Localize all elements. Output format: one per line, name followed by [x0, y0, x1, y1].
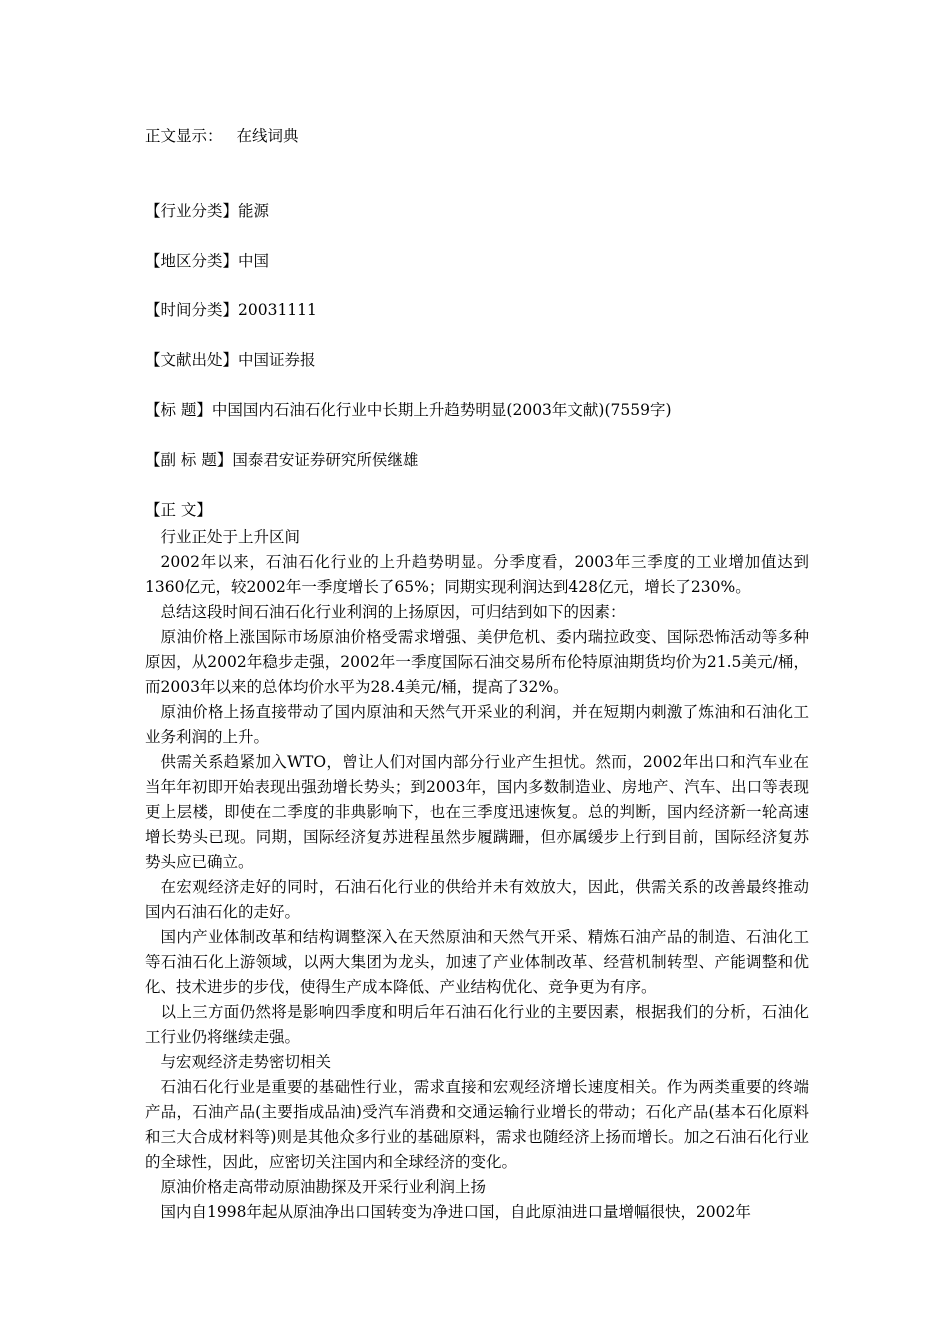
paragraph: 2002年以来，石油石化行业的上升趋势明显。分季度看，2003年三季度的工业增加值达到1360亿元，较2002年一季度增长了65%；同期实现利润达到428亿元，增长了230%。	[145, 553, 809, 596]
paragraph: 石油石化行业是重要的基础性行业，需求直接和宏观经济增长速度相关。作为两类重要的终端产品，石油产品(主要指成品油)受汽车消费和交通运输行业增长的带动；石化产品(基本石化原料和三大合成材料等)则是其他众多行业的基础原料，需求也随经济上扬而增长。加之石油石化行业的全球性，因此，应密切关注国内和全球经济的变化。	[145, 1078, 809, 1171]
meta-body-label: 【正 文】	[145, 501, 212, 519]
meta-source: 【文献出处】中国证券报	[145, 351, 316, 369]
section-heading: 行业正处于上升区间	[160, 528, 301, 546]
paragraph: 总结这段时间石油石化行业利润的上扬原因，可归结到如下的因素：	[160, 603, 626, 621]
paragraph: 原油价格上扬直接带动了国内原油和天然气开采业的利润，并在短期内刺激了炼油和石油化工业务利润的上升。	[145, 703, 809, 746]
section-heading: 原油价格走高带动原油勘探及开采行业利润上扬	[160, 1178, 487, 1196]
meta-title: 【标 题】中国国内石油石化行业中长期上升趋势明显(2003年文献)(7559字)	[145, 401, 672, 419]
meta-region: 【地区分类】中国	[145, 252, 270, 270]
meta-time: 【时间分类】20031111	[145, 301, 317, 319]
section-heading: 与宏观经济走势密切相关	[160, 1053, 332, 1071]
online-dictionary-link[interactable]: 在线词典	[236, 127, 299, 145]
paragraph: 国内产业体制改革和结构调整深入在天然原油和天然气开采、精炼石油产品的制造、石油化工等石油石化上游领域，以两大集团为龙头，加速了产业体制改革、经营机制转型、产能调整和优化、技术进步的步伐，使得生产成本降低、产业结构优化、竞争更为有序。	[145, 928, 809, 996]
meta-industry: 【行业分类】能源	[145, 202, 270, 220]
paragraph: 以上三方面仍然将是影响四季度和明后年石油石化行业的主要因素，根据我们的分析，石油化工行业仍将继续走强。	[145, 1003, 809, 1046]
header-line	[145, 126, 299, 146]
paragraph: 原油价格上涨国际市场原油价格受需求增强、美伊危机、委内瑞拉政变、国际恐怖活动等多种原因，从2002年稳步走强，2002年一季度国际石油交易所布伦特原油期货均价为21.5美元/桶，而2003年以来的总体均价水平为28.4美元/桶，提高了32%。	[145, 628, 809, 696]
paragraph: 供需关系趋紧加入WTO，曾让人们对国内部分行业产生担忧。然而，2002年出口和汽车业在当年年初即开始表现出强劲增长势头；到2003年，国内多数制造业、房地产、汽车、出口等表现更上层楼，即使在二季度的非典影响下，也在三季度迅速恢复。总的判断，国内经济新一轮高速增长势头已现。同期，国际经济复苏进程虽然步履蹒跚，但亦属缓步上行到目前，国际经济复苏势头应已确立。	[145, 753, 809, 871]
header-label: 正文显示：	[145, 127, 223, 145]
paragraph: 在宏观经济走好的同时，石油石化行业的供给并未有效放大，因此，供需关系的改善最终推动国内石油石化的走好。	[145, 878, 809, 921]
article-body	[145, 525, 809, 1225]
paragraph: 国内自1998年起从原油净出口国转变为净进口国，自此原油进口量增幅很快，2002年	[160, 1203, 751, 1221]
meta-subtitle: 【副 标 题】国泰君安证券研究所侯继雄	[145, 451, 419, 469]
